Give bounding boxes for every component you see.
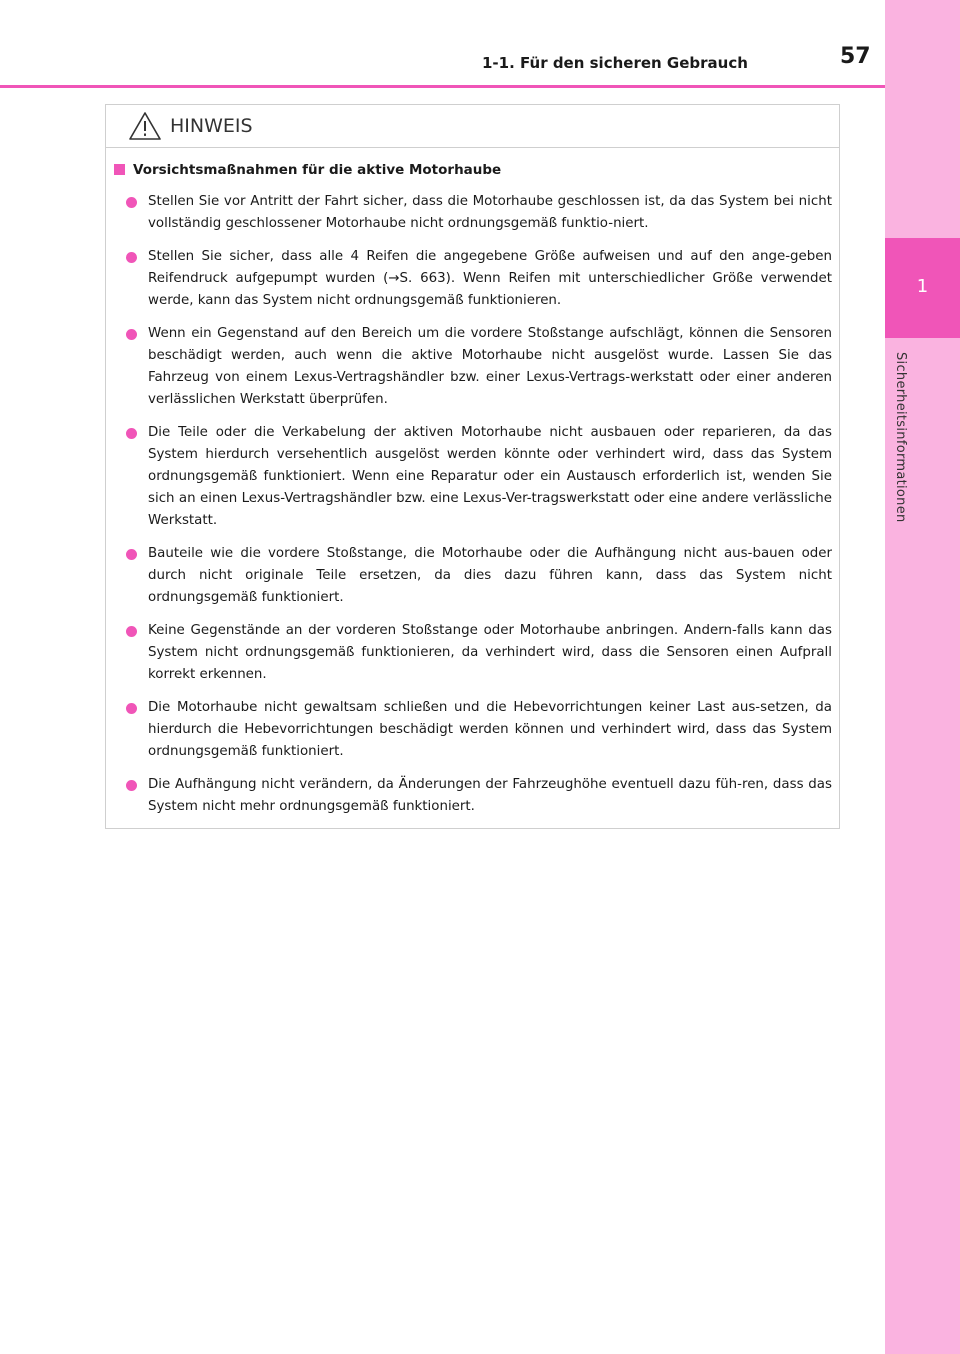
chapter-number: 1 (916, 276, 929, 297)
list-item: Die Aufhängung nicht verändern, da Änderungen der Fahrzeughöhe eventuell dazu füh-ren, dass das System nicht mehr ordnungsgemäß funktioniert. (124, 774, 832, 818)
header-rule (0, 85, 885, 88)
bullet-dot-icon (126, 703, 137, 714)
bullet-dot-icon (126, 329, 137, 340)
chapter-label: Sicherheitsinformationen (893, 352, 908, 523)
chapter-side-tab (885, 0, 960, 1354)
bullet-dot-icon (126, 549, 137, 560)
notice-section-title (114, 162, 501, 178)
warning-triangle-icon (128, 111, 162, 141)
list-item: Keine Gegenstände an der vorderen Stoßstange oder Motorhaube anbringen. Andern-falls kann das System nicht ordnungsgemäß funktionieren, da verhindert wird, dass die Sensoren einen Aufprall korrekt erkennen. (124, 620, 832, 686)
list-item: Bauteile wie die vordere Stoßstange, die Motorhaube oder die Aufhängung nicht aus-bauen oder durch nicht originale Teile ersetzen, da dies dazu führen kann, dass das System nicht ordnungsgemäß funktioniert. (124, 543, 832, 609)
notice-title: HINWEIS (170, 115, 253, 137)
list-item: Die Motorhaube nicht gewaltsam schließen und die Hebevorrichtungen keiner Last aus-setzen, da hierdurch die Hebevorrichtungen beschädigt werden können und verhindert wird, dass das System ordnungsgemäß funktioniert. (124, 697, 832, 763)
notice-bullet-list (124, 191, 832, 829)
square-bullet-icon (114, 164, 125, 175)
bullet-dot-icon (126, 252, 137, 263)
list-item: Die Teile oder die Verkabelung der aktiven Motorhaube nicht ausbauen oder reparieren, da das System hierdurch versehentlich ausgelöst werden könnte oder verhindert wird, dass das System ordnungsgemäß funktioniert. Wenn eine Reparatur oder ein Austausch erforderlich ist, wenden Sie sich an einen Lexus-Vertragshändler bzw. eine Lexus-Ver-tragswerkstatt oder eine andere verlässliche Werkstatt. (124, 422, 832, 532)
bullet-dot-icon (126, 780, 137, 791)
section-title-text: Vorsichtsmaßnahmen für die aktive Motorhaube (133, 162, 502, 178)
bullet-dot-icon (126, 197, 137, 208)
notice-header (106, 105, 839, 148)
page-number: 57 (840, 44, 871, 69)
bullet-dot-icon (126, 626, 137, 637)
bullet-dot-icon (126, 428, 137, 439)
list-item: Stellen Sie sicher, dass alle 4 Reifen die angegebene Größe aufweisen und auf den ange-geben Reifendruck aufgepumpt wurden (→S. 663). Wenn Reifen mit unterschiedlicher Größe verwendet werde, kann das System nicht ordnungsgemäß funktionieren. (124, 246, 832, 312)
section-header: 1-1. Für den sicheren Gebrauch (482, 54, 748, 72)
notice-box (105, 104, 840, 829)
list-item: Wenn ein Gegenstand auf den Bereich um die vordere Stoßstange aufschlägt, können die Sensoren beschädigt werden, auch wenn die aktive Motorhaube nicht ausgelöst wurde. Lassen Sie das Fahrzeug von einem Lexus-Vertragshändler bzw. einer Lexus-Vertrags-werkstatt oder einer anderen verlässlichen Werkstatt überprüfen. (124, 323, 832, 411)
list-item: Stellen Sie vor Antritt der Fahrt sicher, dass die Motorhaube geschlossen ist, da das System bei nicht vollständig geschlossener Motorhaube nicht ordnungsgemäß funktio-niert. (124, 191, 832, 235)
